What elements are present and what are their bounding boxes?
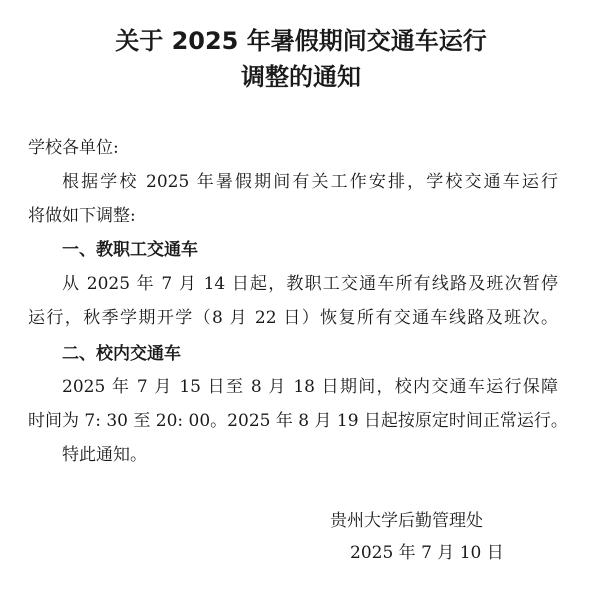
section-heading-campus-bus: 二、校内交通车 [62,344,181,364]
section2-line-1: 2025 年 7 月 15 日至 8 月 18 日期间，校内交通车运行保障 [62,377,558,397]
notice-title-line-2: 调整的通知 [241,63,361,91]
section-heading-staff-bus: 一、教职工交通车 [62,240,198,260]
section1-line-2: 运行，秋季学期开学（8 月 22 日）恢复所有交通车线路及班次。 [28,308,558,328]
intro-line-1: 根据学校 2025 年暑假期间有关工作安排，学校交通车运行 [62,172,558,192]
closing-remark: 特此通知。 [62,445,147,465]
issuing-office: 贵州大学后勤管理处 [330,511,483,531]
notice-title-line-1: 关于 2025 年暑假期间交通车运行 [115,27,487,55]
salutation: 学校各单位: [28,138,119,158]
section1-line-1: 从 2025 年 7 月 14 日起，教职工交通车所有线路及班次暂停 [62,274,558,294]
issue-date: 2025 年 7 月 10 日 [350,543,504,563]
intro-line-2: 将做如下调整: [28,206,136,226]
section2-line-2: 时间为 7: 30 至 20: 00。2025 年 8 月 19 日起按原定时间正常运行。 [28,411,568,431]
